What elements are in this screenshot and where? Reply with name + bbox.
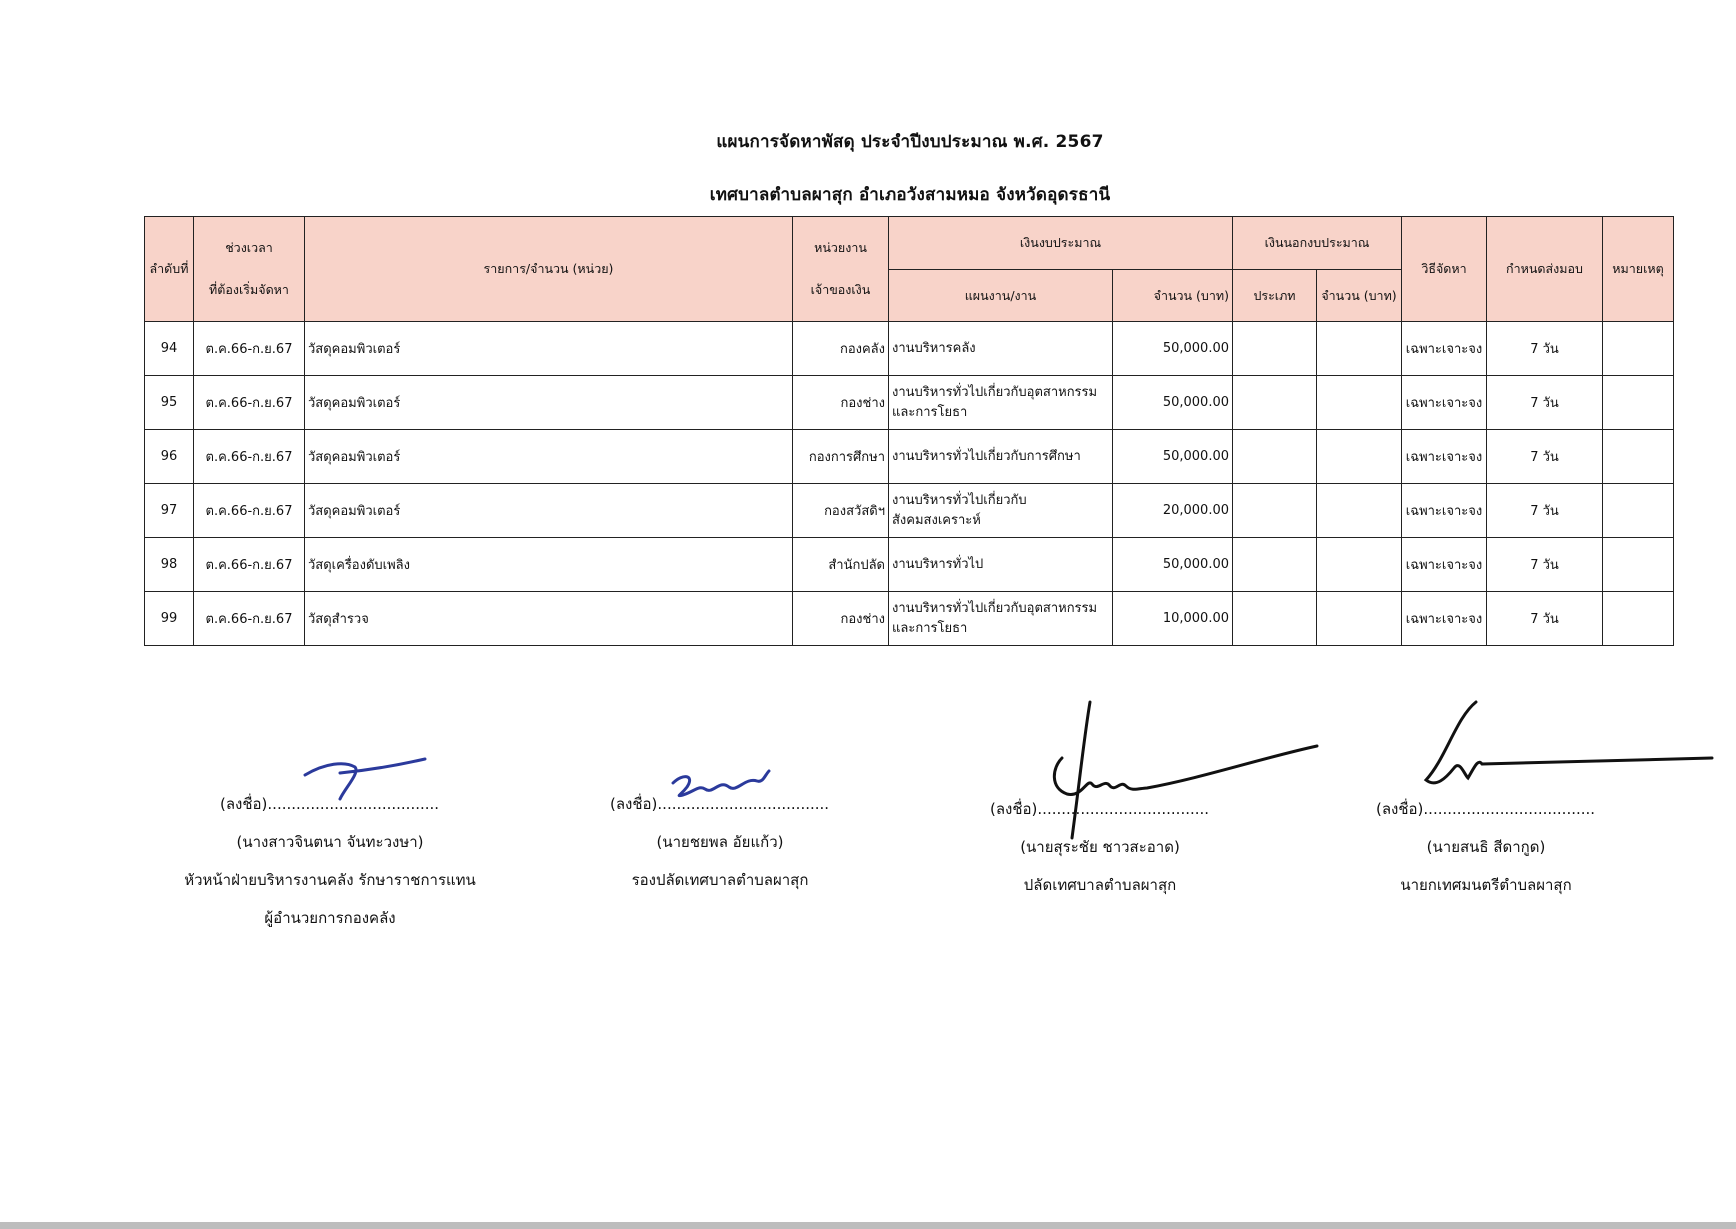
row-method: เฉพาะเจาะจง bbox=[1402, 322, 1487, 376]
row-off-amount bbox=[1317, 484, 1402, 538]
row-unit: กองการศึกษา bbox=[793, 430, 889, 484]
row-amount: 50,000.00 bbox=[1113, 430, 1233, 484]
row-off-type bbox=[1233, 538, 1317, 592]
row-period: ต.ค.66-ก.ย.67 bbox=[194, 538, 305, 592]
signer-name-1: (นางสาวจินตนา จันทะวงษา) bbox=[236, 833, 424, 851]
table-row bbox=[145, 484, 1674, 538]
row-item: วัสดุสำรวจ bbox=[305, 592, 793, 646]
handwritten-signature-1 bbox=[300, 753, 440, 803]
table-row bbox=[145, 538, 1674, 592]
row-unit: กองช่าง bbox=[793, 592, 889, 646]
row-off-amount bbox=[1317, 538, 1402, 592]
row-delivery: 7 วัน bbox=[1487, 322, 1603, 376]
row-no: 99 bbox=[145, 592, 194, 646]
row-off-type bbox=[1233, 322, 1317, 376]
header-offbudget: เงินนอกงบประมาณ bbox=[1233, 217, 1402, 270]
row-off-type bbox=[1233, 484, 1317, 538]
signer-name-4: (นายสนธิ สีดากูด) bbox=[1426, 838, 1546, 856]
signer-position-3: ปลัดเทศบาลตำบลผาสุก bbox=[1023, 876, 1177, 894]
row-off-type bbox=[1233, 376, 1317, 430]
row-off-amount bbox=[1317, 322, 1402, 376]
handwritten-signature-2 bbox=[665, 765, 775, 805]
row-method: เฉพาะเจาะจง bbox=[1402, 592, 1487, 646]
document-title: แผนการจัดหาพัสดุ ประจำปีงบประมาณ พ.ศ. 2567 bbox=[716, 132, 1104, 152]
row-amount: 50,000.00 bbox=[1113, 538, 1233, 592]
header-unit bbox=[793, 217, 889, 322]
signature-line-2: (ลงชื่อ).................................... bbox=[610, 795, 830, 813]
row-amount: 10,000.00 bbox=[1113, 592, 1233, 646]
table-row bbox=[145, 322, 1674, 376]
row-amount: 20,000.00 bbox=[1113, 484, 1233, 538]
header-period-bottom: ที่ต้องเริ่มจัดหา bbox=[209, 282, 289, 297]
row-period: ต.ค.66-ก.ย.67 bbox=[194, 430, 305, 484]
signer-position-1b: ผู้อำนวยการกองคลัง bbox=[264, 909, 396, 927]
signature-block-2 bbox=[540, 785, 900, 899]
header-no: ลำดับที่ bbox=[145, 217, 194, 322]
row-off-amount bbox=[1317, 376, 1402, 430]
row-plan-line1: งานบริหารทั่วไปเกี่ยวกับสังคมสงเคราะห์ bbox=[892, 492, 1027, 528]
row-remark bbox=[1603, 538, 1674, 592]
row-period: ต.ค.66-ก.ย.67 bbox=[194, 592, 305, 646]
header-period bbox=[194, 217, 305, 322]
table-row bbox=[145, 592, 1674, 646]
row-plan-line1: งานบริหารคลัง bbox=[892, 340, 976, 356]
table-header-row-1 bbox=[145, 217, 1674, 270]
signature-block-1 bbox=[150, 785, 510, 937]
row-plan-line2: และการโยธา bbox=[892, 620, 968, 636]
row-item: วัสดุคอมพิวเตอร์ bbox=[305, 376, 793, 430]
table-row bbox=[145, 430, 1674, 484]
row-no: 94 bbox=[145, 322, 194, 376]
row-remark bbox=[1603, 376, 1674, 430]
signature-line-1: (ลงชื่อ).................................... bbox=[220, 795, 440, 813]
header-unit-top: หน่วยงาน bbox=[814, 240, 867, 255]
row-remark bbox=[1603, 484, 1674, 538]
row-unit: สำนักปลัด bbox=[793, 538, 889, 592]
row-method: เฉพาะเจาะจง bbox=[1402, 376, 1487, 430]
row-method: เฉพาะเจาะจง bbox=[1402, 430, 1487, 484]
row-plan-line1: งานบริหารทั่วไป bbox=[892, 556, 984, 572]
header-item: รายการ/จำนวน (หน่วย) bbox=[305, 217, 793, 322]
row-method: เฉพาะเจาะจง bbox=[1402, 538, 1487, 592]
row-off-amount bbox=[1317, 592, 1402, 646]
signature-block-4 bbox=[1306, 790, 1666, 904]
row-plan-line1: งานบริหารทั่วไปเกี่ยวกับอุตสาหกรรม bbox=[892, 600, 1098, 616]
row-unit: กองคลัง bbox=[793, 322, 889, 376]
row-off-type bbox=[1233, 592, 1317, 646]
table-row bbox=[145, 376, 1674, 430]
header-unit-bottom: เจ้าของเงิน bbox=[810, 282, 871, 297]
row-remark bbox=[1603, 430, 1674, 484]
header-off-type: ประเภท bbox=[1233, 270, 1317, 322]
row-plan-line2: และการโยธา bbox=[892, 404, 968, 420]
row-unit: กองสวัสดิฯ bbox=[793, 484, 889, 538]
signer-name-2: (นายชยพล อัยแก้ว) bbox=[656, 833, 784, 851]
row-remark bbox=[1603, 592, 1674, 646]
signer-position-1a: หัวหน้าฝ่ายบริหารงานคลัง รักษาราชการแทน bbox=[184, 871, 476, 889]
row-remark bbox=[1603, 322, 1674, 376]
row-plan bbox=[889, 376, 1113, 430]
row-item: วัสดุคอมพิวเตอร์ bbox=[305, 322, 793, 376]
row-item: วัสดุคอมพิวเตอร์ bbox=[305, 430, 793, 484]
header-budget: เงินงบประมาณ bbox=[889, 217, 1233, 270]
signer-position-2: รองปลัดเทศบาลตำบลผาสุก bbox=[631, 871, 809, 889]
row-delivery: 7 วัน bbox=[1487, 376, 1603, 430]
row-item: วัสดุคอมพิวเตอร์ bbox=[305, 484, 793, 538]
header-delivery: กำหนดส่งมอบ bbox=[1487, 217, 1603, 322]
row-unit: กองช่าง bbox=[793, 376, 889, 430]
row-amount: 50,000.00 bbox=[1113, 322, 1233, 376]
header-remark: หมายเหตุ bbox=[1603, 217, 1674, 322]
row-period: ต.ค.66-ก.ย.67 bbox=[194, 484, 305, 538]
header-method: วิธีจัดหา bbox=[1402, 217, 1487, 322]
row-no: 96 bbox=[145, 430, 194, 484]
signature-line-4: (ลงชื่อ).................................... bbox=[1376, 800, 1596, 818]
signature-block-3 bbox=[920, 790, 1280, 904]
row-period: ต.ค.66-ก.ย.67 bbox=[194, 376, 305, 430]
row-plan bbox=[889, 322, 1113, 376]
row-plan-line1: งานบริหารทั่วไปเกี่ยวกับการศึกษา bbox=[892, 448, 1081, 464]
document-subtitle: เทศบาลตำบลผาสุก อำเภอวังสามหมอ จังหวัดอุดรธานี bbox=[709, 185, 1111, 205]
signer-name-3: (นายสุระชัย ชาวสะอาด) bbox=[1020, 838, 1180, 856]
scan-edge-bar bbox=[0, 1222, 1736, 1229]
signature-line-3: (ลงชื่อ).................................... bbox=[990, 800, 1210, 818]
procurement-plan-table bbox=[144, 216, 1674, 646]
row-amount: 50,000.00 bbox=[1113, 376, 1233, 430]
header-budget-amount: จำนวน (บาท) bbox=[1113, 270, 1233, 322]
row-delivery: 7 วัน bbox=[1487, 484, 1603, 538]
handwritten-signature-4 bbox=[1416, 698, 1716, 798]
row-plan bbox=[889, 484, 1113, 538]
row-off-amount bbox=[1317, 430, 1402, 484]
handwritten-signature-3 bbox=[1032, 698, 1322, 848]
header-budget-plan: แผนงาน/งาน bbox=[889, 270, 1113, 322]
row-plan bbox=[889, 538, 1113, 592]
row-delivery: 7 วัน bbox=[1487, 430, 1603, 484]
header-period-top: ช่วงเวลา bbox=[225, 240, 273, 255]
row-off-type bbox=[1233, 430, 1317, 484]
row-no: 98 bbox=[145, 538, 194, 592]
signer-position-4: นายกเทศมนตรีตำบลผาสุก bbox=[1400, 876, 1572, 894]
row-no: 97 bbox=[145, 484, 194, 538]
row-period: ต.ค.66-ก.ย.67 bbox=[194, 322, 305, 376]
row-plan bbox=[889, 592, 1113, 646]
header-off-amount: จำนวน (บาท) bbox=[1317, 270, 1402, 322]
row-item: วัสดุเครื่องดับเพลิง bbox=[305, 538, 793, 592]
row-no: 95 bbox=[145, 376, 194, 430]
row-plan-line1: งานบริหารทั่วไปเกี่ยวกับอุตสาหกรรม bbox=[892, 384, 1098, 400]
row-method: เฉพาะเจาะจง bbox=[1402, 484, 1487, 538]
row-delivery: 7 วัน bbox=[1487, 592, 1603, 646]
row-delivery: 7 วัน bbox=[1487, 538, 1603, 592]
row-plan bbox=[889, 430, 1113, 484]
